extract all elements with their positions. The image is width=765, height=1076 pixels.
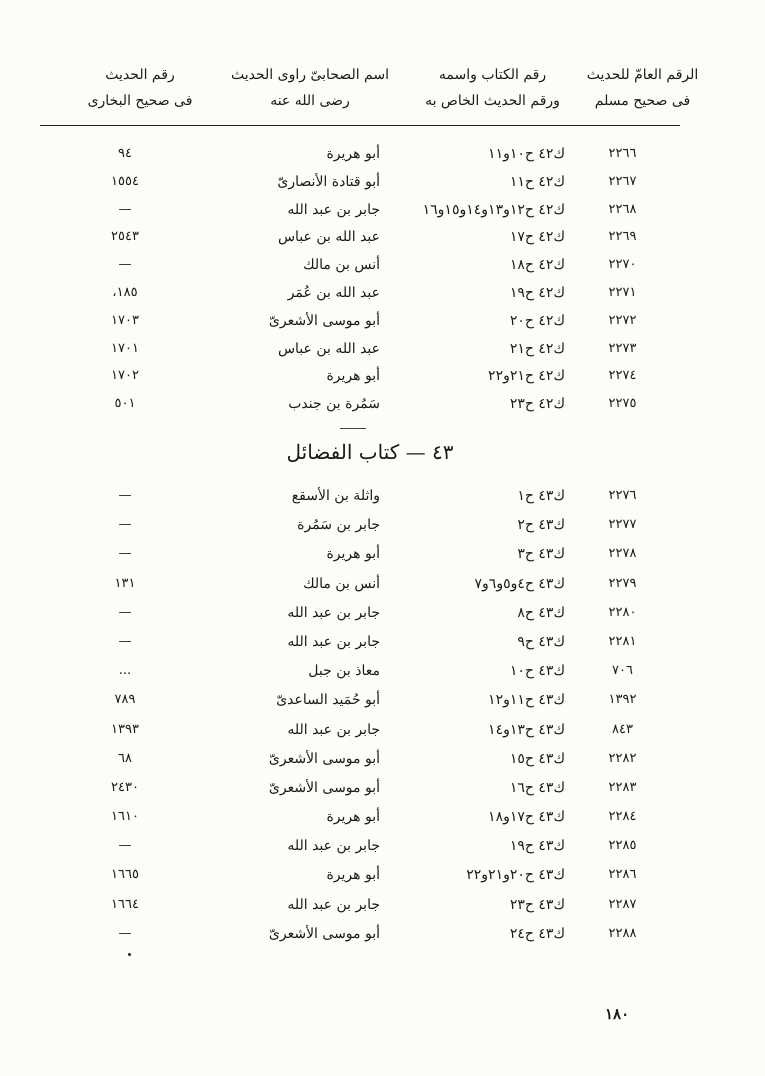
narrator-name: جابر بن عبد الله bbox=[287, 896, 380, 913]
bukhari-number: ١٣١ bbox=[114, 575, 136, 591]
bukhari-number: ١٦٦٤ bbox=[111, 896, 139, 912]
hadith-general-number: ٢٢٧٦ bbox=[608, 488, 637, 503]
narrator-name: أبو هريرة bbox=[326, 546, 380, 563]
book-hadith-number: ك٤٣ ح١ bbox=[517, 488, 565, 504]
table-row bbox=[40, 362, 680, 390]
header-bukhari-number bbox=[75, 62, 205, 114]
book-hadith-number: ك٤٣ ح١٩ bbox=[509, 838, 565, 855]
narrator-name: عبد الله بن عُمَر bbox=[287, 284, 380, 301]
book-hadith-number: ك٤٣ ح١٦ bbox=[509, 779, 565, 796]
narrator-name: سَمُرة بن جندب bbox=[288, 396, 380, 413]
book-hadith-number: ك٤٣ ح٤و٥و٦و٧ bbox=[474, 575, 565, 592]
table-row bbox=[40, 307, 680, 335]
narrator-name: أبو حُمَيد الساعدىّ bbox=[276, 692, 380, 709]
narrator-name: أبو موسى الأشعرىّ bbox=[268, 779, 380, 796]
bukhari-number: — bbox=[118, 546, 132, 562]
book-hadith-number: ك٤٢ ح١٧ bbox=[509, 229, 565, 246]
header-narrator bbox=[215, 62, 405, 114]
hadith-general-number: ٢٢٧١ bbox=[608, 284, 637, 300]
narrator-name: أبو موسى الأشعرىّ bbox=[268, 925, 380, 942]
narrator-name: جابر بن عبد الله bbox=[287, 721, 380, 738]
bukhari-number: ٩٤ bbox=[118, 146, 132, 161]
hadith-general-number: ٢٢٧٩ bbox=[608, 575, 637, 591]
bukhari-number: ٦٨ bbox=[118, 750, 132, 766]
table-body-bottom bbox=[40, 482, 680, 949]
header-narrator-line2: رضى الله عنه bbox=[270, 93, 350, 109]
hadith-general-number: ٧٠٦ bbox=[612, 663, 633, 679]
bukhari-number: ١٧٠١ bbox=[111, 340, 139, 356]
table-row bbox=[40, 599, 680, 628]
narrator-name: أبو هريرة bbox=[326, 368, 380, 385]
narrator-name: أبو قتادة الأنصارىّ bbox=[277, 173, 380, 190]
table-row bbox=[40, 716, 680, 745]
book-hadith-number: ك٤٢ ح٢١ bbox=[509, 340, 565, 357]
hadith-general-number: ٢٢٨٢ bbox=[608, 750, 637, 766]
header-rule bbox=[40, 125, 680, 126]
narrator-name: جابر بن عبد الله bbox=[287, 633, 380, 650]
hadith-general-number: ٢٢٨٧ bbox=[608, 896, 637, 912]
table-row bbox=[40, 140, 680, 168]
narrator-name: أبو هريرة bbox=[326, 809, 380, 826]
book-hadith-number: ك٤٢ ح٢٣ bbox=[509, 396, 565, 413]
bukhari-number: ٥٠١ bbox=[114, 396, 136, 412]
book-hadith-number: ك٤٣ ح٩ bbox=[517, 633, 565, 650]
table-row bbox=[40, 803, 680, 832]
bukhari-number: ١٦١٠ bbox=[111, 809, 139, 825]
bukhari-number: — bbox=[118, 925, 132, 941]
hadith-general-number: ٢٢٧٣ bbox=[608, 340, 637, 356]
section-title: ٤٣ — كتاب الفضائل bbox=[286, 440, 454, 464]
narrator-name: أنس بن مالك bbox=[303, 575, 380, 592]
book-hadith-number: ك٤٢ ح١٩ bbox=[509, 284, 565, 301]
book-hadith-number: ك٤٢ ح١٢و١٣و١٤و١٥و١٦ bbox=[422, 201, 565, 218]
book-hadith-number: ك٤٣ ح١٣و١٤ bbox=[488, 721, 565, 738]
bukhari-number: — bbox=[118, 257, 132, 273]
hadith-general-number: ٢٢٨٣ bbox=[608, 779, 637, 795]
hadith-general-number: ٢٢٧٢ bbox=[608, 312, 637, 328]
bukhari-number: — bbox=[118, 517, 132, 533]
book-hadith-number: ك٤٢ ح١٨ bbox=[509, 257, 565, 274]
book-hadith-number: ك٤٣ ح١٥ bbox=[509, 750, 565, 767]
book-hadith-number: ك٤٣ ح٢٤ bbox=[509, 925, 565, 942]
section-divider bbox=[340, 428, 366, 429]
narrator-name: جابر بن سَمُرة bbox=[297, 517, 380, 534]
book-hadith-number: ك٤٢ ح١٠و١١ bbox=[488, 146, 565, 162]
table-row bbox=[40, 482, 680, 511]
table-header bbox=[40, 62, 699, 122]
bukhari-number: ١٥٥٤ bbox=[111, 173, 139, 189]
book-hadith-number: ك٤٣ ح٨ bbox=[517, 604, 565, 621]
bukhari-number: ١٧٠٣ bbox=[111, 312, 139, 328]
hadith-general-number: ٨٤٣ bbox=[612, 721, 633, 737]
hadith-general-number: ٢٢٨٨ bbox=[608, 925, 637, 941]
table-row bbox=[40, 540, 680, 569]
book-hadith-number: ك٤٢ ح٢١و٢٢ bbox=[488, 368, 565, 385]
bukhari-number: — bbox=[118, 604, 132, 620]
table-row bbox=[40, 279, 680, 307]
narrator-name: أبو هريرة bbox=[326, 867, 380, 884]
hadith-general-number: ٢٢٧٧ bbox=[608, 517, 637, 533]
hadith-general-number: ١٣٩٢ bbox=[608, 692, 637, 708]
narrator-name: عبد الله بن عباس bbox=[277, 229, 380, 246]
book-hadith-number: ك٤٣ ح١١و١٢ bbox=[488, 692, 565, 709]
bukhari-number: — bbox=[118, 838, 132, 854]
header-general-number-line2: فى صحيح مسلم bbox=[594, 93, 691, 109]
table-row bbox=[40, 920, 680, 949]
hadith-general-number: ٢٢٦٩ bbox=[608, 229, 637, 245]
narrator-name: أنس بن مالك bbox=[303, 257, 380, 274]
table-row bbox=[40, 861, 680, 890]
bukhari-number: ٢٤٣٠ bbox=[111, 779, 139, 795]
table-row bbox=[40, 774, 680, 803]
table-row bbox=[40, 686, 680, 715]
table-row bbox=[40, 745, 680, 774]
hadith-general-number: ٢٢٨٤ bbox=[608, 809, 637, 825]
table-row bbox=[40, 251, 680, 279]
bukhari-number: ١٧٠٢ bbox=[111, 368, 139, 384]
header-bukhari-number-line1: رقم الحديث bbox=[105, 67, 175, 83]
hadith-general-number: ٢٢٨١ bbox=[608, 633, 637, 649]
hadith-general-number: ٢٢٦٧ bbox=[608, 173, 637, 189]
header-general-number bbox=[580, 62, 705, 114]
bukhari-number: — bbox=[118, 488, 132, 503]
narrator-name: معاذ بن جبل bbox=[308, 663, 380, 680]
page-number: ١٨٠ bbox=[605, 1005, 630, 1023]
table-row bbox=[40, 196, 680, 224]
bukhari-number: — bbox=[118, 201, 132, 217]
table-row bbox=[40, 832, 680, 861]
bukhari-number: ١٣٩٣ bbox=[111, 721, 139, 737]
book-hadith-number: ك٤٢ ح٢٠ bbox=[509, 312, 565, 329]
table-row bbox=[40, 511, 680, 540]
book-hadith-number: ك٤٣ ح٢٣ bbox=[509, 896, 565, 913]
hadith-general-number: ٢٢٨٥ bbox=[608, 838, 637, 854]
narrator-name: أبو موسى الأشعرىّ bbox=[268, 750, 380, 767]
table-row bbox=[40, 223, 680, 251]
hadith-general-number: ٢٢٨٠ bbox=[608, 604, 637, 620]
table-row bbox=[40, 335, 680, 363]
bukhari-number: ١٦٦٥ bbox=[111, 867, 139, 883]
hadith-general-number: ٢٢٦٨ bbox=[608, 201, 637, 217]
hadith-general-number: ٢٢٨٦ bbox=[608, 867, 637, 883]
ink-dot bbox=[128, 953, 131, 956]
header-general-number-line1: الرقم العامّ للحديث bbox=[586, 67, 699, 83]
narrator-name: جابر بن عبد الله bbox=[287, 838, 380, 855]
narrator-name: جابر بن عبد الله bbox=[287, 201, 380, 218]
narrator-name: واثلة بن الأسقع bbox=[291, 488, 380, 504]
hadith-general-number: ٢٢٧٤ bbox=[608, 368, 637, 384]
narrator-name: أبو موسى الأشعرىّ bbox=[268, 312, 380, 329]
bukhari-number: ١٨٥، bbox=[112, 284, 138, 300]
header-book-number-line1: رقم الكتاب واسمه bbox=[438, 67, 547, 83]
hadith-general-number: ٢٢٧٥ bbox=[608, 396, 637, 412]
table-row bbox=[40, 628, 680, 657]
narrator-name: جابر بن عبد الله bbox=[287, 604, 380, 621]
table-row bbox=[40, 168, 680, 196]
bukhari-number: ... bbox=[118, 663, 132, 679]
hadith-general-number: ٢٢٦٦ bbox=[608, 146, 637, 161]
book-hadith-number: ك٤٢ ح١١ bbox=[509, 173, 565, 190]
header-book-number-line2: ورقم الحديث الخاص به bbox=[425, 93, 560, 109]
hadith-general-number: ٢٢٧٠ bbox=[608, 257, 637, 273]
narrator-name: أبو هريرة bbox=[326, 146, 380, 162]
book-hadith-number: ك٤٣ ح٢ bbox=[517, 517, 565, 534]
hadith-general-number: ٢٢٧٨ bbox=[608, 546, 637, 562]
book-hadith-number: ك٤٣ ح١٠ bbox=[509, 663, 565, 680]
table-row bbox=[40, 570, 680, 599]
table-row bbox=[40, 657, 680, 686]
book-hadith-number: ك٤٣ ح٣ bbox=[517, 546, 565, 563]
header-narrator-line1: اسم الصحابىّ راوى الحديث bbox=[230, 67, 389, 83]
bukhari-number: ٧٨٩ bbox=[114, 692, 136, 708]
header-book-number bbox=[410, 62, 575, 114]
book-hadith-number: ك٤٣ ح٢٠و٢١و٢٢ bbox=[466, 867, 565, 884]
bukhari-number: ٢٥٤٣ bbox=[111, 229, 139, 245]
table-row bbox=[40, 390, 680, 418]
narrator-name: عبد الله بن عباس bbox=[277, 340, 380, 357]
table-body-top bbox=[40, 140, 680, 418]
table-row bbox=[40, 891, 680, 920]
book-hadith-number: ك٤٣ ح١٧و١٨ bbox=[488, 809, 565, 826]
bukhari-number: — bbox=[118, 633, 132, 649]
header-bukhari-number-line2: فى صحيح البخارى bbox=[87, 93, 193, 109]
